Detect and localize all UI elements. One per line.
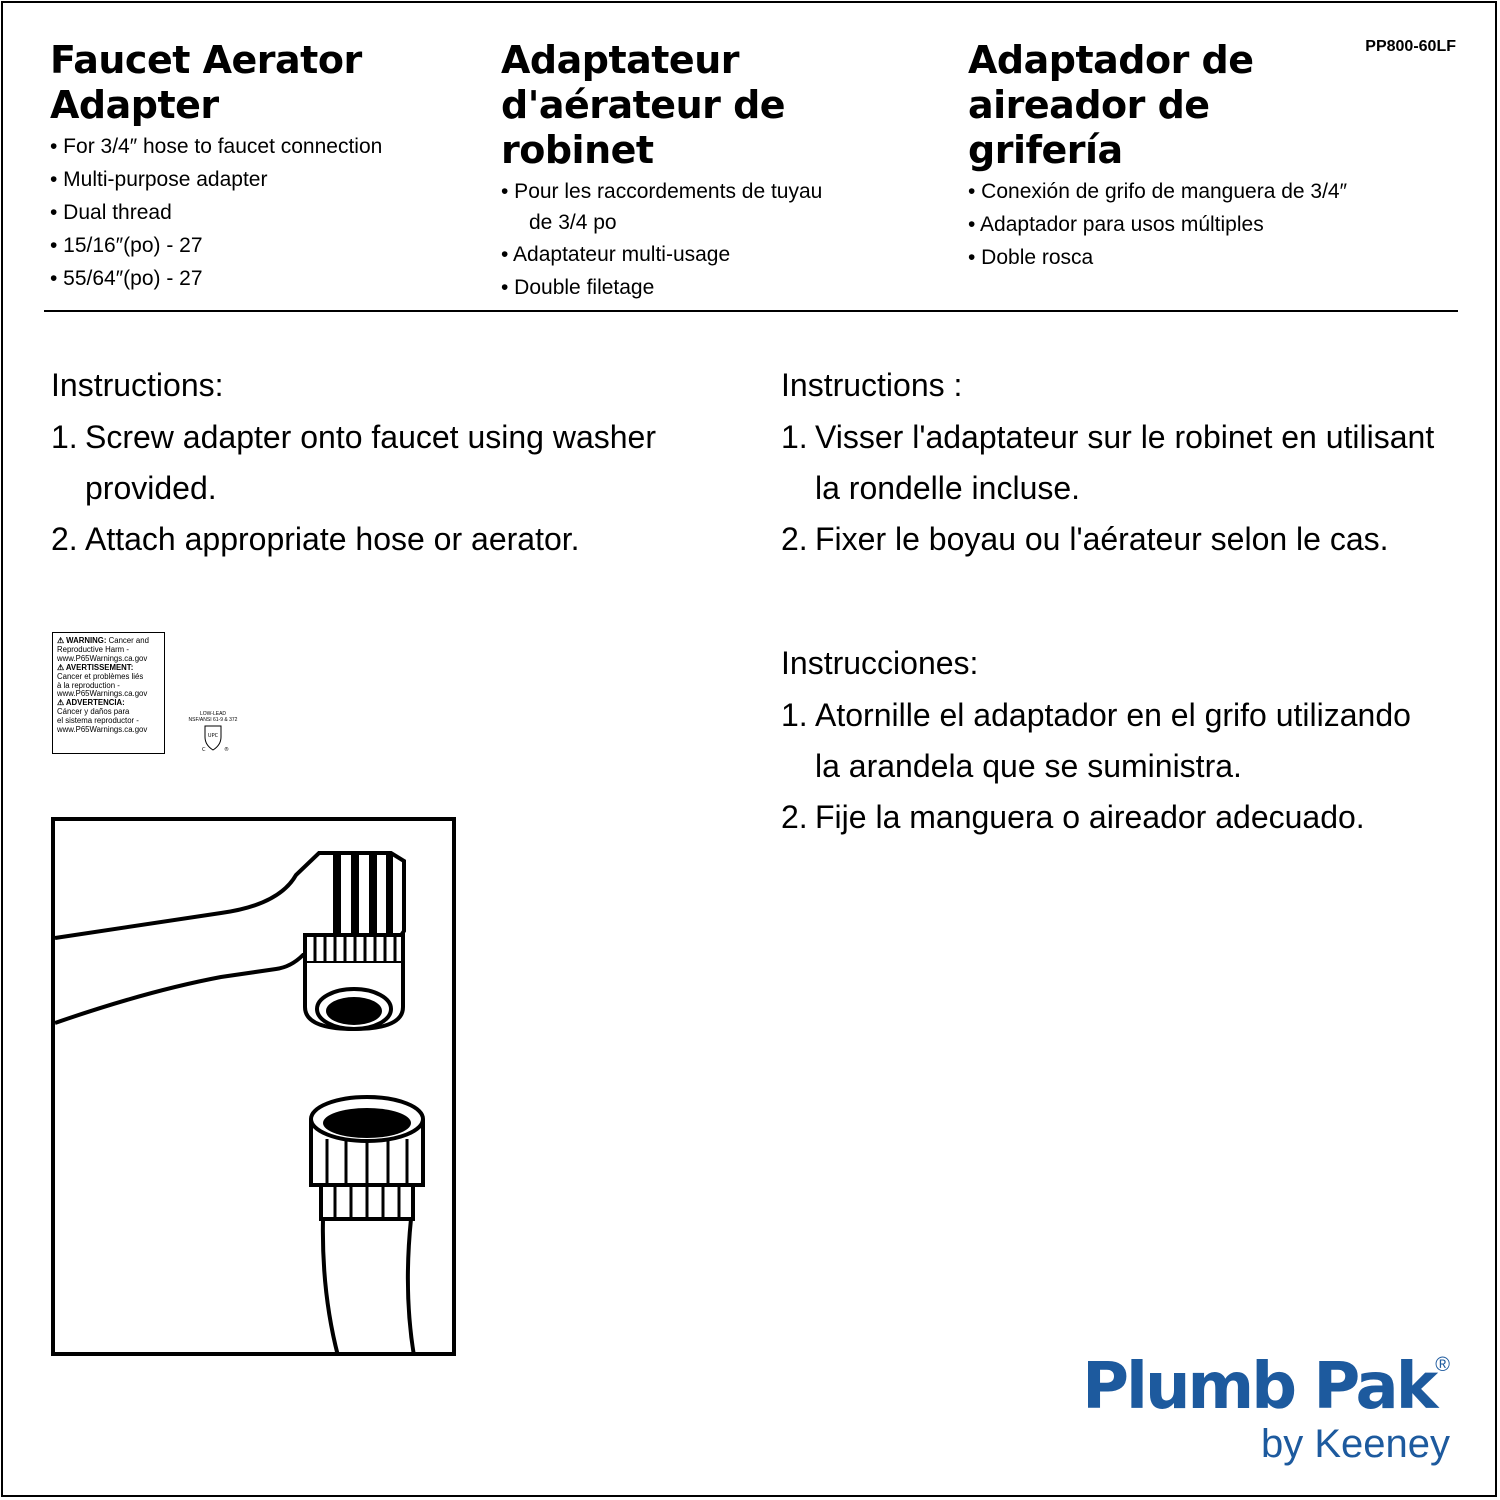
step-number: 1. <box>781 697 808 733</box>
step-text: la rondelle incluse. <box>815 470 1081 506</box>
warning-text: Reproductive Harm - <box>57 644 129 654</box>
feature-item: • Adaptateur multi-usage <box>501 243 731 266</box>
feature-item <box>501 175 822 238</box>
coupling-knurl <box>327 1139 407 1183</box>
french-section <box>501 38 822 304</box>
step-number: 2. <box>781 799 808 835</box>
instruction-step <box>781 412 1471 514</box>
french-title-line: Adaptateur <box>501 38 739 82</box>
step-text: provided. <box>85 470 217 506</box>
feature-item: • Double filetage <box>501 276 655 299</box>
brand-byline: by Keeney <box>1260 1422 1450 1466</box>
french-features <box>501 175 822 304</box>
warning-url: www.P65Warnings.ca.gov <box>57 653 148 663</box>
instruction-step <box>51 412 731 514</box>
upc-shield-icon <box>193 723 233 753</box>
instructions-heading: Instrucciones: <box>781 645 979 681</box>
english-features <box>50 130 382 295</box>
faucet-spout <box>55 853 341 1023</box>
plumb-pak-logo <box>1082 1352 1450 1464</box>
feature-item: • For 3/4″ hose to faucet connection <box>50 135 383 158</box>
spanish-title <box>968 38 1347 173</box>
warning-text: el sistema reproductor - <box>57 716 139 726</box>
step-number: 2. <box>51 521 78 557</box>
warning-text: Cáncer y daños para <box>57 707 130 717</box>
adapter-opening <box>326 997 382 1025</box>
registered-mark: ® <box>1435 1354 1450 1376</box>
instructions-spanish <box>781 638 1471 843</box>
step-text: la arandela que se suministra. <box>815 748 1242 784</box>
faucet-hose-illustration <box>51 817 456 1356</box>
instructions-french <box>781 360 1471 565</box>
cert-c-text: C <box>202 747 206 753</box>
spanish-section <box>968 38 1347 274</box>
hose-left-edge <box>323 1219 371 1356</box>
cert-text: NSF/ANSI 61-9 & 372 <box>188 717 238 723</box>
feature-item: • 15/16″(po) - 27 <box>50 234 203 257</box>
instruction-step <box>781 792 1471 843</box>
instruction-step <box>781 690 1471 792</box>
instruction-step <box>781 514 1471 565</box>
cert-mark-text: UPC <box>207 733 219 739</box>
cert-r-text: ® <box>224 747 229 753</box>
step-text: Visser l'adaptateur sur le robinet en utilisant <box>815 419 1435 455</box>
instructions-heading: Instructions : <box>781 367 963 403</box>
spanish-title-line: Adaptador de <box>968 38 1254 82</box>
step-number: 2. <box>781 521 808 557</box>
spanish-title-line: aireador de <box>968 83 1210 127</box>
warning-text: à la reproduction - <box>57 680 120 690</box>
feature-item: • Adaptador para usos múltiples <box>968 213 1264 236</box>
sku-number: PP800-60LF <box>1365 38 1456 55</box>
warning-text: Cancer and <box>108 636 149 645</box>
instruction-step <box>51 514 731 565</box>
hose-right-edge <box>408 1219 435 1356</box>
step-text: Fije la manguera o aireador adecuado. <box>815 799 1365 835</box>
feature-item: • Multi-purpose adapter <box>50 168 268 191</box>
warning-label: ⚠ ADVERTENCIA: <box>57 698 125 708</box>
section-divider <box>44 310 1458 312</box>
step-text: Screw adapter onto faucet using washer <box>85 419 656 455</box>
step-number: 1. <box>781 419 808 455</box>
step-text: Fixer le boyau ou l'aérateur selon le cas. <box>815 521 1389 557</box>
feature-item: • Dual thread <box>50 201 172 224</box>
cert-text: LOW-LEAD <box>199 711 227 717</box>
feature-text: • Pour les raccordements de tuyau <box>501 180 823 203</box>
warning-text: Cancer et problèmes liés <box>57 671 144 681</box>
french-title-line: robinet <box>501 128 654 172</box>
step-number: 1. <box>51 419 78 455</box>
step-text: Attach appropriate hose or aerator. <box>85 521 580 557</box>
warning-label: ⚠ WARNING: <box>57 636 107 645</box>
english-title-line: Faucet Aerator <box>50 38 362 82</box>
feature-item: • Conexión de grifo de manguera de 3/4″ <box>968 180 1348 203</box>
spanish-title-line: grifería <box>968 128 1123 172</box>
french-title-line: d'aérateur de <box>501 83 786 127</box>
spanish-features <box>968 175 1347 274</box>
brand-name: Plumb Pak <box>1082 1350 1436 1424</box>
instructions-english <box>51 360 731 565</box>
upc-certification-mark <box>186 711 240 755</box>
feature-item: • 55/64″(po) - 27 <box>50 267 203 290</box>
french-title <box>501 38 822 173</box>
english-title-line: Adapter <box>50 83 219 127</box>
english-title <box>50 38 382 128</box>
feature-item: • Doble rosca <box>968 246 1094 269</box>
warning-label: ⚠ AVERTISSEMENT: <box>57 662 134 672</box>
feature-text-cont: de 3/4 po <box>529 211 617 234</box>
coupling-opening <box>323 1108 411 1138</box>
warning-url: www.P65Warnings.ca.gov <box>57 725 148 735</box>
step-text: Atornille el adaptador en el grifo utilizando <box>815 697 1411 733</box>
prop65-warning-box <box>52 632 165 754</box>
english-section <box>50 38 382 295</box>
instructions-heading: Instructions: <box>51 367 224 403</box>
warning-url: www.P65Warnings.ca.gov <box>57 689 148 699</box>
illustration-bottom-edge <box>51 1353 456 1356</box>
